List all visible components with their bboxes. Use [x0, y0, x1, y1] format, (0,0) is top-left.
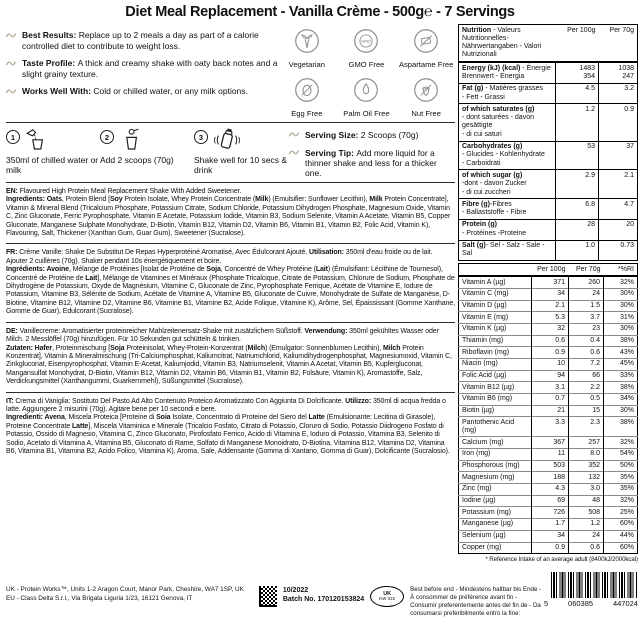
nutrient-name: Carbohydrates (g) - Glucides - Kohlenhydrate - Carboidrati — [459, 141, 556, 170]
percent-ri-value: 54% — [604, 449, 638, 461]
step-number: 2 — [100, 130, 114, 144]
per-70g-value: 48 — [569, 495, 604, 507]
feature-text: Works Well With: Cold or chilled water, or any milk options. — [22, 86, 248, 96]
percent-ri-value: 35% — [604, 484, 638, 496]
usage-step-3 — [194, 127, 288, 178]
per-70g-value: 0.4 — [569, 335, 604, 347]
micronutrient-name: Niacin (mg) — [459, 359, 532, 371]
nutrient-name: Fat (g) - Matières grasses - Fett - Grassi — [459, 83, 556, 104]
per-70g-value: 1038 247 — [599, 62, 638, 83]
ingredients-paragraph: FR: Crème Vanille: Shake De Substitut De Repas Hyperprotéiné Aromatisé, Avec Édulcorant Ajouté. Utilisation: 350ml d'eau froide ou de lait. Ajouter 2 cuillères (70g). Shaker pendant 10s énergétiquement et boire. — [6, 249, 433, 265]
vitamins-minerals-table — [458, 263, 638, 554]
per-100g-value: 4.5 — [556, 83, 599, 104]
percent-ri-value: 30% — [604, 405, 638, 417]
micronutrient-row — [459, 405, 638, 417]
percent-ri-value: 32% — [604, 437, 638, 449]
per-100g-value: 34 — [532, 530, 569, 542]
serving-item — [289, 130, 453, 140]
usage-step-2 — [100, 127, 194, 178]
micronutrient-name: Iron (mg) — [459, 449, 532, 461]
micronutrient-name: Zinc (mg) — [459, 484, 532, 496]
micronutrient-name: Vitamin A (µg) — [459, 276, 532, 288]
ingredients-paragraph: Zutaten: Hafer, Proteinmischung [Soja Proteinisolat, Whey-Protein-Konzentrat (Milch) (Emulgator: Sonnenblumen Lecithin), Milch Protein Konzentrat], Vitamin & Mineralmischung (Tri-Calciumphosphat, Kaliumcitrat, Natriumchlorid, Kaliumdihydrogenphosphat, Magnesiumoxid, Vitamin C, Zinkgluconat, Eisenpyrophosphat, Vitamin E-Acetat, Kaliumjodid, Vitamin B3, Natriumselenit, Vitamin A Acetat, Vitamin B5, Kupfergluconat, Mangansulfat Monohydrat, D-Biotin, Vitamin B12, Vitamin D2, Vitamin B6, Vitamin B1, Vitamin B2, Folsäure, Vitamin K), Aromastoffe, Salz, Verdickungsmittel (Xanthangummi, Guarkernmehl), Süßungsmittel (Sucralose). — [6, 344, 452, 386]
nutrient-row — [459, 199, 638, 220]
features-badges-row — [6, 26, 455, 118]
badge-label: Egg Free — [291, 109, 323, 118]
badge-label: Aspartame Free — [398, 60, 454, 69]
palm-oil-free-icon — [353, 77, 379, 108]
per-70g-value: 2.2 — [569, 382, 604, 394]
datamatrix-icon — [259, 586, 277, 607]
per-100g-value: 1.0 — [556, 240, 599, 261]
nutrient-name: of which saturates (g) - dont saturées - davon gesättigte - di cui saturi — [459, 104, 556, 141]
barcode — [544, 572, 638, 608]
percent-ri-value: 33% — [604, 370, 638, 382]
add-scoops-icon — [118, 127, 150, 156]
feature-item — [6, 58, 278, 79]
ingredients-paragraph: Ingredienti: Avena, Miscela Proteica [Proteine di Soia Isolate, Concentrato di Proteine del Siero del Latte (Emulsionante: Lecitina di Girasole), Proteine Concentrate Latte], Miscela Vitaminica e Minerale (Tricalcio Fosfato, Citrato di Potassio, Cloruro di Sodio, Potassio Diidrogeno Fosfato di Potassio, Ossido di Magnesio, Vitamina C, Zinco Gluconato, Pirofosfato Ferrico, Acido di Vitamina E, Ioduro di Potassio, Vitamina B3, Selenito di Sodio, Acetato di Vitamina A, Vitamina B5, Gluconato di Rame, Solfato di Manganese Monoidrato, D-Biotina, Vitamina B12, Vitamina D2, Vitamina B6, Vitamina B1, Vitamina B2, Acido Folico, Vitamina K), Aroma, Sale, Addensante (Gomma di Xantano, Gomma di Guar), Dolcificante (Sucralosio). — [6, 414, 450, 455]
barcode-bars-icon — [551, 572, 638, 598]
micronutrient-name: Manganese (µg) — [459, 519, 532, 531]
per-70g-value: 24 — [569, 289, 604, 301]
section-divider — [6, 392, 455, 393]
per-100g-value: 503 — [532, 460, 569, 472]
micronutrient-name: Calcium (mg) — [459, 437, 532, 449]
percent-ri-value: 31% — [604, 312, 638, 324]
per-70g-value: 4.7 — [599, 199, 638, 220]
per-100g-value: 1483 354 — [556, 62, 599, 83]
batch-number: Batch No. 170120153824 — [282, 596, 365, 603]
micronutrient-row — [459, 276, 638, 288]
gmo-free-icon — [353, 28, 379, 59]
per-100g-value: 5.3 — [532, 312, 569, 324]
bullet-swoosh-icon — [6, 58, 17, 79]
feature-list — [6, 26, 278, 118]
nutrient-name: of which sugar (g) -dont - davon Zucker - di cui zuccheri — [459, 170, 556, 199]
micronutrient-row — [459, 324, 638, 336]
percent-ri-value: 60% — [604, 519, 638, 531]
serving-info — [289, 127, 453, 178]
per-100g-value: 3.1 — [532, 382, 569, 394]
percent-ri-value: 43% — [604, 347, 638, 359]
feature-item — [6, 86, 278, 98]
per-100g-value: 3.3 — [532, 417, 569, 437]
step-number: 1 — [6, 130, 20, 144]
per-70g-value: 1.2 — [569, 519, 604, 531]
serving-text: Serving Tip: Add more liquid for a thinner shake and less for a thicker one. — [305, 148, 437, 178]
barcode-digits — [544, 599, 638, 608]
nutrient-row — [459, 170, 638, 199]
address-uk: UK - Protein Works™, Units 1-2 Aragon Court, Manor Park, Cheshire, WA7 1SP, UK — [6, 586, 244, 593]
serving-text: Serving Size: 2 Scoops (70g) — [305, 130, 419, 140]
nutrient-row — [459, 104, 638, 141]
nutrient-row — [459, 219, 638, 240]
percent-ri-value: 35% — [604, 472, 638, 484]
per-70g-value: 0.5 — [569, 394, 604, 406]
per-70g-value: 1.5 — [569, 300, 604, 312]
badge-aspartame-free — [397, 28, 455, 69]
micronutrient-row — [459, 449, 638, 461]
address-eu: EU - Class Delta S.r.l., Via Brigata Liguria 1/23, 16121 Genova, IT — [6, 594, 193, 602]
step-header — [100, 127, 194, 153]
micronutrient-name: Phosphorous (mg) — [459, 460, 532, 472]
micronutrient-row — [459, 382, 638, 394]
left-column — [6, 26, 455, 457]
micronutrient-name: Riboflavin (mg) — [459, 347, 532, 359]
shake-icon — [212, 127, 242, 158]
ingredients-paragraph: Ingredients: Oats, Protein Blend [Soy Protein Isolate, Whey Protein Concentrate (Milk) (Emulsifier: Sunflower Lecithin), Milk Protein Concentrate], Vitamin & Mineral Blend (Tricalcium Phosphate, Potassium Citrate, Sodium Chloride, Potassium Dihydrogen Phosphate, Magnesium Oxide, Vitamin C, Zinc Gluconate, Ferric Pyrophosphate, Vitamin E Acetate, Potassium Iodide, Vitamin B3, Sodium Selenite, Vitamin A Acetate, Vitamin B5, Copper Gluconate, Manganese Sulphate Monohydrate, D-Biotin, Vitamin B12, Vitamin D2, Vitamin B6, Vitamin B1, Vitamin B2, Folic Acid, Vitamin K), Flavouring, Salt, Thickener (Xanthan Gum, Guar Gum), Sweetener (Sucralose). — [6, 196, 451, 238]
micronutrient-row — [459, 507, 638, 519]
micronutrient-row — [459, 347, 638, 359]
micronutrient-row — [459, 312, 638, 324]
vegetarian-icon — [294, 28, 320, 59]
reference-intake-note: * Reference Intake of an average adult (8400kJ/2000kcal) — [485, 556, 638, 564]
nutrition-table — [458, 24, 638, 261]
nutrient-row — [459, 83, 638, 104]
percent-ri-value: 44% — [604, 530, 638, 542]
micronutrient-row — [459, 370, 638, 382]
feature-text: Best Results: Replace up to 2 meals a day as part of a calorie controlled diet to contribute to weight loss. — [22, 30, 259, 51]
micronutrient-row — [459, 394, 638, 406]
vitamins-header-spacer — [459, 264, 532, 277]
nutrient-name: Fibre (g)-Fibres - Ballaststoffe - Fibre — [459, 199, 556, 220]
step-header — [194, 127, 288, 153]
nutrition-header-row — [459, 25, 638, 63]
ingredients-paragraph: DE: Vanillecreme: Aromatisierter proteinreicher Mahlzeitenersatz-Shake mit zusätzlichem Süßstoff. Verwendung: 350ml gekühltes Wasser oder Milch. 2 Messlöffel (70g) hinzufügen. Für 10 Sekunden gut schütteln & trinken. — [6, 327, 439, 344]
badge-label: Vegetarian — [288, 60, 325, 69]
per-100g-value: 21 — [532, 405, 569, 417]
per-100g-value: 6.8 — [556, 199, 599, 220]
col-per-100g: Per 100g — [556, 25, 599, 63]
barcode-group-2: 447024 — [612, 599, 638, 608]
micronutrient-row — [459, 519, 638, 531]
badge-label: Nut Free — [411, 109, 441, 118]
micronutrient-row — [459, 484, 638, 496]
batch-block — [283, 586, 364, 604]
per-70g-value: 508 — [569, 507, 604, 519]
badge-grid — [278, 26, 455, 118]
micronutrient-name: Copper (mg) — [459, 542, 532, 554]
micronutrient-name: Vitamin E (mg) — [459, 312, 532, 324]
micronutrient-name: Vitamin C (mg) — [459, 289, 532, 301]
nutrient-name: Energy (kJ) (kcal) - Énergie Brennwert - Energia — [459, 62, 556, 83]
badge-palm-oil-free — [338, 77, 396, 118]
multilingual-ingredients — [6, 187, 455, 457]
per-100g-value: 1.2 — [556, 104, 599, 141]
per-70g-value: 352 — [569, 460, 604, 472]
badge-gmo-free — [338, 28, 396, 69]
svg-text:GMO: GMO — [361, 38, 372, 44]
usage-step-1 — [6, 127, 100, 178]
per-100g-value: 0.9 — [532, 542, 569, 554]
bullet-swoosh-icon — [6, 30, 17, 51]
vitamins-header-row — [459, 264, 638, 277]
aspartame-free-icon — [413, 28, 439, 59]
uk-conformity-mark: UK KW 022 — [370, 586, 404, 607]
ingredients-paragraph: IT: Crema di Vaniglia: Sostituto Del Pasto Ad Alto Contenuto Proteico Aromatizzato Con Aggiunta Di Dolcificante. Utilizzo: 350ml di acqua fredda o latte. Aggiungere 2 misurini (70g). Agitare bene per 10 secondi e bere. — [6, 397, 446, 413]
percent-ri-value: 38% — [604, 382, 638, 394]
percent-ri-value: 32% — [604, 276, 638, 288]
micronutrient-name: Vitamin B6 (mg) — [459, 394, 532, 406]
per-100g-value: 4.3 — [532, 484, 569, 496]
nutrient-row — [459, 62, 638, 83]
nutrient-name: Protein (g) - Protéines -Proteine — [459, 219, 556, 240]
per-100g-value: 94 — [532, 370, 569, 382]
best-before-text: Best before end - Mindestens haltbar bis Ende - À consommer de préférence avant fin - Consumir preferentemente antes del fin de - Da consumarsi preferibilmente entro la fine: — [410, 586, 542, 617]
section-divider — [6, 122, 455, 123]
micronutrient-row — [459, 495, 638, 507]
nutrition-panel — [458, 24, 638, 563]
micronutrient-row — [459, 359, 638, 371]
nutrient-name: Salt (g)- Sel - Salz - Sale - Sal — [459, 240, 556, 261]
micronutrient-name: Vitamin K (µg) — [459, 324, 532, 336]
per-70g-value: 3.0 — [569, 484, 604, 496]
per-70g-value: 24 — [569, 530, 604, 542]
per-100g-value: 0.9 — [532, 347, 569, 359]
footer-row — [6, 586, 542, 618]
ingredients-paragraph: Ingrédients: Avoine, Mélange de Protéines [Isolat de Protéine de Soja, Concentré de Whey Protéine (Lait) (Émulsifiant: Lécithine de Tournesol), Concentré de Protéine de Lait], Mélange de Vitamines et Minéraux (Phosphate Tricalcique, Citrate de Potassium, Chlorure de Sodium, Phosphate de Dihydrogène de Potassium, Oxyde de Magnésium, Vitamine C, Gluconate de Zinc, Pyrophosphate Ferrique, Acétate de Vitamine E, Iodure de Potassium, Vitamine B3, Sélénite de Sodium, Acétate de Vitamine A, Vitamine B5, Gluconate de Cuivre, Monohydrate de Sulfate de Manganèse, D-Biotine, Vitamine B12, Vitamine D2, Vitamine B6, Vitamine B1, Vitamine B2, Acide Folique, Vitamine K), Arôme, Sel, Épaississant (Gomme Xanthane, Gomme de Guar), Edulcorant (Sucralose). — [6, 266, 456, 316]
badge-vegetarian — [278, 28, 336, 69]
per-100g-value: 69 — [532, 495, 569, 507]
per-70g-value: 3.7 — [569, 312, 604, 324]
percent-ri-value: 45% — [604, 359, 638, 371]
per-100g-value: 2.9 — [556, 170, 599, 199]
per-100g-value: 11 — [532, 449, 569, 461]
step-number: 3 — [194, 130, 208, 144]
micronutrient-row — [459, 289, 638, 301]
per-100g-value: 367 — [532, 437, 569, 449]
nutrient-row — [459, 141, 638, 170]
production-date: 10/2022 — [282, 587, 309, 594]
micronutrient-row — [459, 530, 638, 542]
per-100g-value: 1.7 — [532, 519, 569, 531]
ingredients-paragraph: EN: Flavoured High Protein Meal Replacement Shake With Added Sweetener. — [6, 188, 242, 195]
per-70g-value: 0.6 — [569, 347, 604, 359]
serving-item — [289, 148, 453, 178]
micronutrient-name: Vitamin D (µg) — [459, 300, 532, 312]
product-title: Diet Meal Replacement - Vanilla Crème - 500g℮ - 7 Servings — [125, 4, 515, 20]
per-100g-value: 32 — [532, 324, 569, 336]
per-100g-value: 726 — [532, 507, 569, 519]
pour-water-icon — [24, 127, 56, 156]
step-header — [6, 127, 100, 153]
step-caption: 350ml of chilled water or milk — [6, 155, 99, 175]
per-70g-value: 0.9 — [599, 104, 638, 141]
bullet-swoosh-icon — [6, 86, 17, 98]
badge-label: GMO Free — [348, 60, 385, 69]
micronutrient-name: Pantothenic Acid (mg) — [459, 417, 532, 437]
percent-ri-value: 30% — [604, 300, 638, 312]
col-percent-ri: *%RI — [604, 264, 638, 277]
per-100g-value: 34 — [532, 289, 569, 301]
micronutrient-row — [459, 335, 638, 347]
percent-ri-value: 32% — [604, 495, 638, 507]
barcode-lead-digit: 5 — [544, 599, 549, 608]
per-100g-value: 53 — [556, 141, 599, 170]
per-70g-value: 2.3 — [569, 417, 604, 437]
percent-ri-value: 60% — [604, 542, 638, 554]
per-70g-value: 3.2 — [599, 83, 638, 104]
ingredients-de — [6, 327, 455, 388]
per-70g-value: 8.0 — [569, 449, 604, 461]
percent-ri-value: 30% — [604, 289, 638, 301]
nut-free-icon — [413, 77, 439, 108]
bullet-swoosh-icon — [289, 148, 300, 178]
micronutrient-name: Thiamin (mg) — [459, 335, 532, 347]
badge-label: Palm Oil Free — [343, 109, 390, 118]
usage-row — [6, 127, 455, 178]
ingredients-it — [6, 397, 455, 458]
bullet-swoosh-icon — [289, 130, 300, 140]
per-100g-value: 28 — [556, 219, 599, 240]
per-70g-value: 15 — [569, 405, 604, 417]
per-100g-value: 371 — [532, 276, 569, 288]
micronutrient-row — [459, 542, 638, 554]
step-caption: Add 2 scoops (70g) — [100, 155, 174, 165]
per-70g-value: 66 — [569, 370, 604, 382]
per-100g-value: 10 — [532, 359, 569, 371]
badge-egg-free — [278, 77, 336, 118]
section-divider — [6, 243, 455, 244]
micronutrient-name: Magnesium (mg) — [459, 472, 532, 484]
micronutrient-row — [459, 460, 638, 472]
nutrition-header-title: Nutrition - Valeurs Nutritionnelles- Nährwertangaben - Valori Nutrizionali — [459, 25, 556, 63]
usage-steps — [6, 127, 289, 178]
percent-ri-value: 38% — [604, 335, 638, 347]
per-70g-value: 20 — [599, 219, 638, 240]
per-70g-value: 260 — [569, 276, 604, 288]
ingredients-fr — [6, 248, 455, 317]
micronutrient-name: Potassium (mg) — [459, 507, 532, 519]
section-divider — [6, 182, 455, 183]
micronutrient-row — [459, 300, 638, 312]
per-70g-value: 132 — [569, 472, 604, 484]
per-100g-value: 0.7 — [532, 394, 569, 406]
per-70g-value: 257 — [569, 437, 604, 449]
section-divider — [6, 322, 455, 323]
feature-text: Taste Profile: A thick and creamy shake with oaty back notes and a slight grainy texture. — [22, 58, 278, 79]
per-70g-value: 37 — [599, 141, 638, 170]
percent-ri-value: 30% — [604, 324, 638, 336]
col-per-100g: Per 100g — [532, 264, 569, 277]
percent-ri-value: 34% — [604, 394, 638, 406]
col-per-70g: Per 70g — [599, 25, 638, 63]
per-70g-value: 0.6 — [569, 542, 604, 554]
ingredients-en — [6, 187, 455, 239]
nutrient-row — [459, 240, 638, 261]
per-70g-value: 0.73 — [599, 240, 638, 261]
per-70g-value: 23 — [569, 324, 604, 336]
percent-ri-value: 25% — [604, 507, 638, 519]
feature-item — [6, 30, 278, 51]
col-per-70g: Per 70g — [569, 264, 604, 277]
micronutrient-name: Selenium (µg) — [459, 530, 532, 542]
per-100g-value: 188 — [532, 472, 569, 484]
micronutrient-row — [459, 472, 638, 484]
percent-ri-value: 50% — [604, 460, 638, 472]
manufacturer-addresses — [6, 586, 253, 603]
egg-free-icon — [294, 77, 320, 108]
per-70g-value: 2.1 — [599, 170, 638, 199]
micronutrient-name: Vitamin B12 (µg) — [459, 382, 532, 394]
step-caption: Shake well for 10 secs & drink — [194, 155, 288, 175]
per-100g-value: 2.1 — [532, 300, 569, 312]
micronutrient-row — [459, 437, 638, 449]
micronutrient-name: Iodine (µg) — [459, 495, 532, 507]
per-70g-value: 7.2 — [569, 359, 604, 371]
micronutrient-row — [459, 417, 638, 437]
per-100g-value: 0.6 — [532, 335, 569, 347]
micronutrient-name: Biotin (µg) — [459, 405, 532, 417]
percent-ri-value: 38% — [604, 417, 638, 437]
badge-nut-free — [397, 77, 455, 118]
micronutrient-name: Folic Acid (µg) — [459, 370, 532, 382]
barcode-group-1: 060385 — [568, 599, 594, 608]
